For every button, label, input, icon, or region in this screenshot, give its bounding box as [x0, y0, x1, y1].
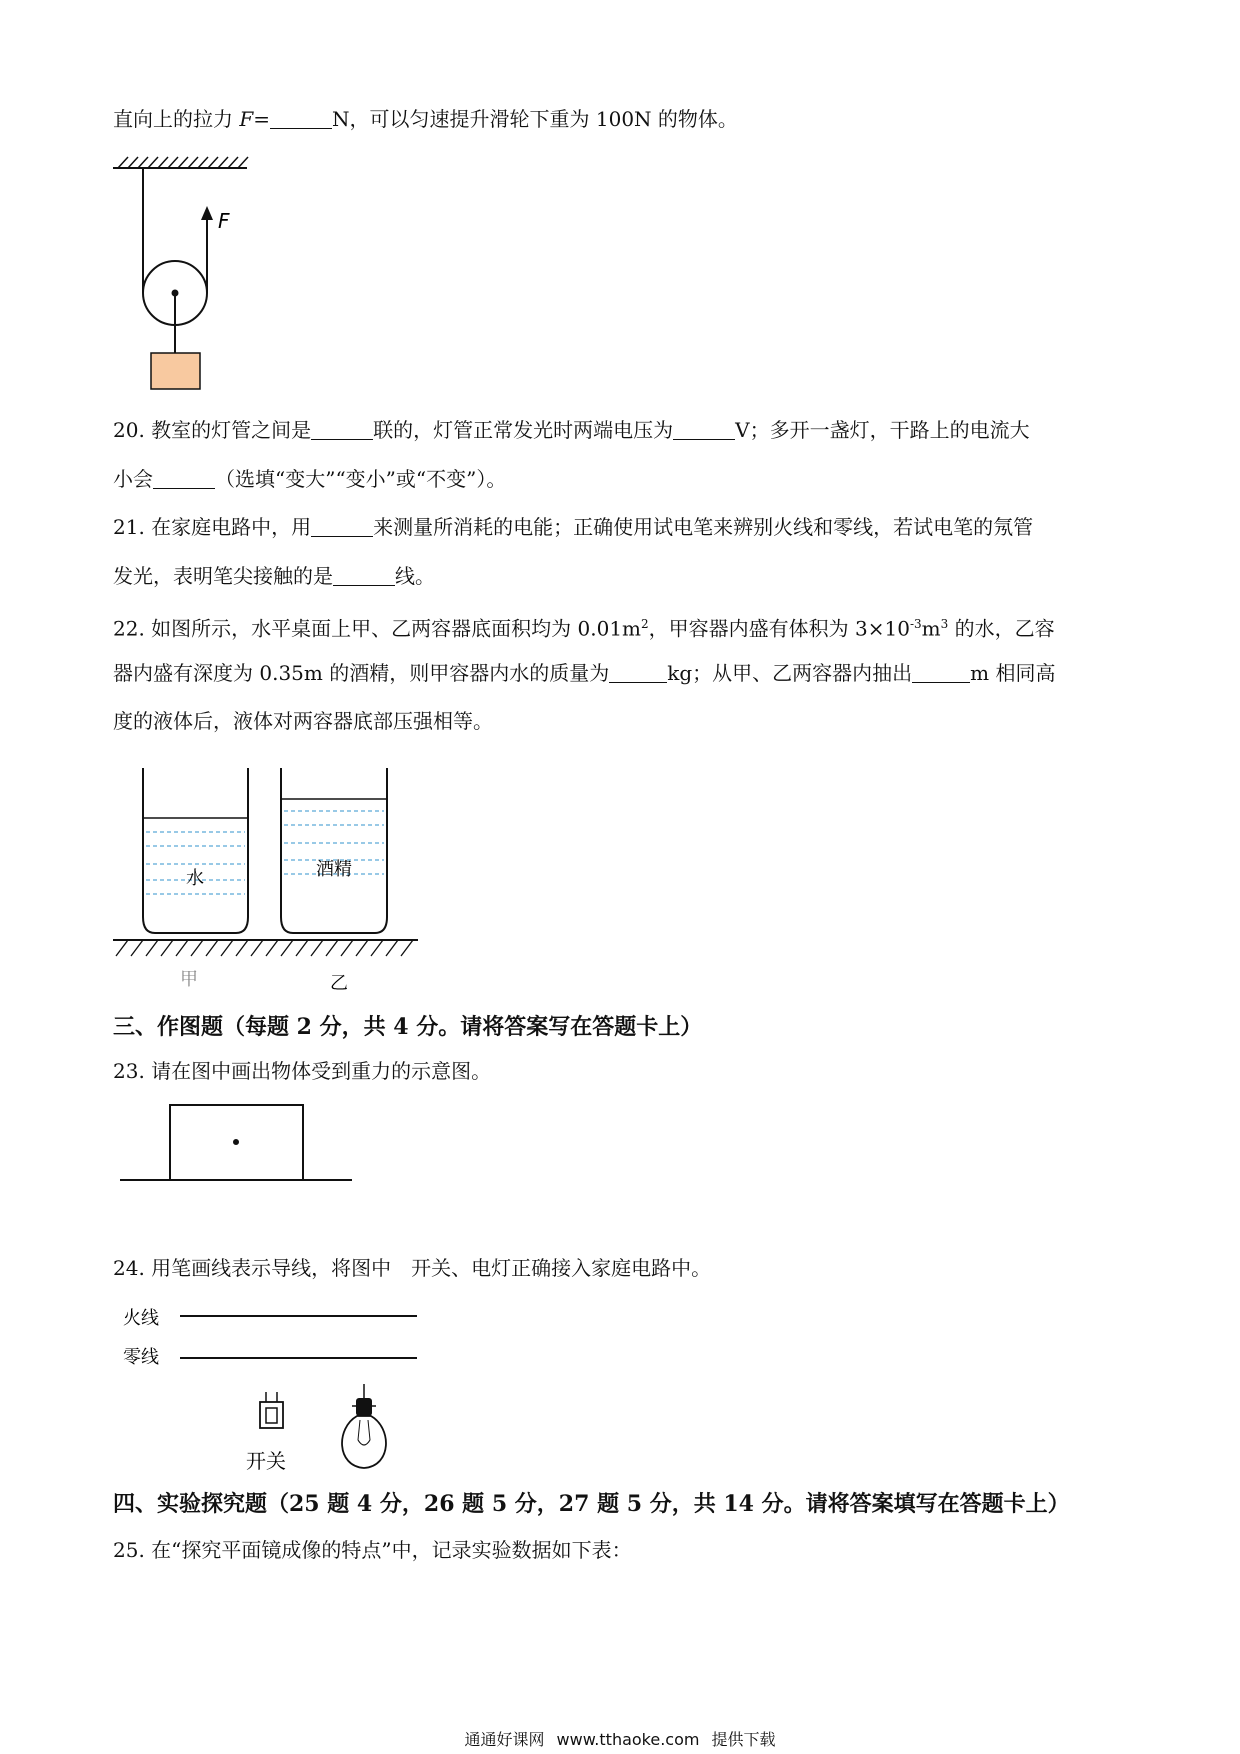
- q20-text-c: V；多开一盏灯，干路上的电流大: [735, 418, 1030, 442]
- q20-text-a: 20. 教室的灯管之间是: [113, 418, 312, 442]
- q22-text-f: kg；从甲、乙两容器内抽出: [667, 661, 913, 685]
- section-3-title: 三、作图题（每题 2 分，共 4 分。请将答案写在答题卡上）: [113, 1014, 703, 1040]
- table-hatch: [116, 940, 413, 956]
- q23-text: 23. 请在图中画出物体受到重力的示意图。: [113, 1059, 492, 1083]
- q22-text-b: ，甲容器内盛有体积为 3×10: [648, 616, 910, 641]
- neutral-wire-label: 零线: [123, 1347, 159, 1368]
- live-wire-label: 火线: [123, 1308, 159, 1329]
- force-label: F: [218, 209, 230, 233]
- q24-text: 24. 用笔画线表示导线，将图中 开关、电灯正确接入家庭电路中。: [113, 1256, 712, 1280]
- q22-text-a: 22. 如图所示，水平桌面上甲、乙两容器底面积均为 0.01m: [113, 616, 642, 641]
- q21-text-b: 来测量所消耗的电能；正确使用试电笔来辨别火线和零线，若试电笔的氖管: [373, 515, 1034, 539]
- section-4-title: 四、实验探究题（25 题 4 分，26 题 5 分，27 题 5 分，共 14 分。请将答案填写在答题卡上）: [113, 1491, 1070, 1517]
- page-footer: [0, 1727, 1240, 1750]
- q20-text-b: 联的，灯管正常发光时两端电压为: [373, 418, 674, 442]
- alcohol-label: 酒精: [316, 859, 352, 880]
- footer-site: 通通好课网: [464, 1730, 545, 1749]
- q19-equals: =: [253, 107, 271, 131]
- switch-label: 开关: [246, 1449, 286, 1473]
- q22-text-d: 的水，乙容: [948, 616, 1055, 641]
- circuit-figure: [123, 1308, 417, 1473]
- q20-text-e: （选填“变大”“变小”或“不变”）。: [215, 467, 507, 491]
- ceiling-hatch: [118, 157, 248, 168]
- light-bulb-icon[interactable]: [342, 1384, 386, 1468]
- q22-line-3: 度的液体后，液体对两容器底部压强相等。: [113, 709, 493, 733]
- q22-text-g: m 相同高: [970, 661, 1056, 685]
- q25-text: 25. 在“探究平面镜成像的特点”中，记录实验数据如下表：: [113, 1538, 632, 1562]
- q21-text-d: 线。: [395, 564, 435, 588]
- footer-url[interactable]: www.tthaoke.com: [556, 1730, 700, 1749]
- container-jia: [143, 768, 248, 933]
- force-arrow: [201, 206, 213, 220]
- switch-icon[interactable]: [260, 1392, 283, 1428]
- label-jia: 甲: [180, 969, 198, 990]
- q21-text-c: 发光，表明笔尖接触的是: [113, 564, 333, 588]
- q19-text-after: N，可以匀速提升滑轮下重为 100N 的物体。: [332, 107, 738, 131]
- q22-text-e: 器内盛有深度为 0.35m 的酒精，则甲容器内水的质量为: [113, 661, 610, 685]
- center-of-gravity: [233, 1139, 239, 1145]
- q19-force-var: F: [239, 107, 254, 131]
- containers-figure: [113, 768, 418, 994]
- q22-text-c: m: [921, 616, 941, 641]
- q22-sup-1: 2: [641, 617, 649, 631]
- water-label: 水: [186, 868, 204, 889]
- q22-sup-3: 3: [940, 617, 949, 631]
- q22-sup-2: -3: [909, 617, 922, 631]
- weight-block: [151, 353, 200, 389]
- q19-text-before: 直向上的拉力: [113, 107, 240, 131]
- pulley-figure: [113, 157, 248, 389]
- gravity-figure: [120, 1105, 352, 1180]
- footer-note: 提供下载: [711, 1730, 776, 1749]
- container-yi: [281, 768, 387, 933]
- label-yi: 乙: [330, 973, 348, 994]
- q20-text-d: 小会: [113, 467, 153, 491]
- q21-text-a: 21. 在家庭电路中，用: [113, 515, 312, 539]
